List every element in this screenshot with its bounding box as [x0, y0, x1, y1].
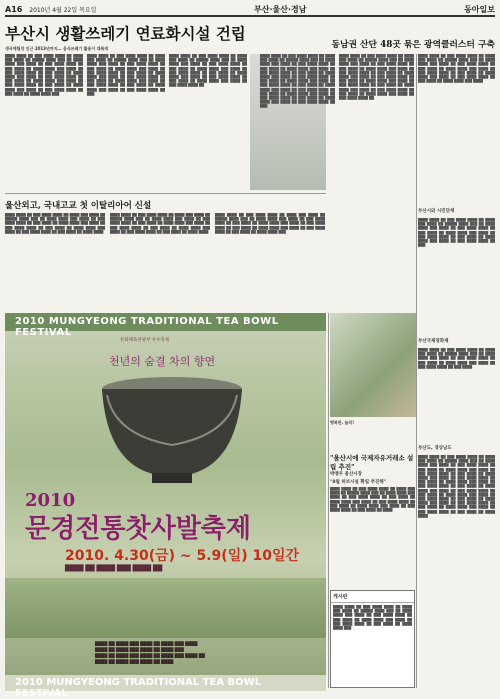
article1-body-col1: ████ ████ ██ ███ ████ ████ ██ ████ ███ ████ ██ █████ ████ ███ ██ ████ ████ ███ ████ ██ ███ ████ ████ ██ ███ ████ ██ ████ ████ ███ ████ ██ ███ ████ ████ ██ ███ ████ ██ ████ ████ ███ ████ ██ ███ ████ ████ ██ ███ ████ ██ ████ ████ ███ ████ ██ ███ ████ ████ ██ ███ ████ ██ ████ ████ ███ ████ ██ ███ ████ ████ ██ ███ ████ ██ ████ ████ ███ [5, 54, 83, 96]
article1-lede: 생곡매립장 인근 2013년까지… 음식쓰레기 활용이 대폭적 [5, 46, 109, 51]
sidebar-item2-head: 부산국제영화제 [418, 339, 449, 344]
article3-body-col1: ████ ████ ██ ███ ████ ████ ██ ████ ███ ████ ██ █████ ████ ███ ██ ████ ████ ███ ████ ██ ███ ████ ████ ██ ███ ████ ██ ████ ████ ███ ████ ██ ███ ████ ████ ██ ███ ████ ██ ████ ████ ███ ████ ██ ███ ████ ████ ██ ███ ████ ██ ████ ████ [5, 213, 105, 234]
article1-headline: 부산시 생활쓰레기 연료화시설 건립 [5, 24, 246, 43]
article4-headline: "울산시에 국제자유거래소 설립 추진" [330, 454, 414, 471]
festival-slogan: 천년의 숨결 차의 향연 [109, 355, 216, 368]
notice-board [330, 590, 415, 688]
column-divider [416, 54, 417, 688]
page-number: A16 [5, 4, 23, 14]
sidebar-item1-head: 부산시와 시민단체 [418, 209, 455, 214]
photo-caption: 행복한, 놀러! [330, 420, 355, 425]
article1-body-col2: ████ ████ ██ ███ ████ ████ ██ ████ ███ ████ ██ █████ ████ ███ ██ ████ ████ ███ ████ ██ ███ ████ ████ ██ ███ ████ ██ ████ ████ ███ ████ ██ ███ ████ ████ ██ ███ ████ ██ ████ ████ ███ ████ ██ ███ ████ ████ ██ ███ ████ ██ ████ ████ ███ ████ ██ ███ ████ ████ ██ ███ ████ ██ ████ ████ ███ ████ ██ ███ ████ ████ ██ ███ [87, 54, 165, 96]
article1-body-col3: ████ ████ ██ ███ ████ ████ ██ ████ ███ ████ ██ █████ ████ ███ ██ ████ ████ ███ ████ ██ ███ ████ ████ ██ ███ ████ ██ ████ ████ ███ ████ ██ ███ ████ ████ ██ ███ ████ ██ ████ ████ ███ ████ ██ ███ ████ ████ ██ ███ ████ ██ ████ ████ ███ ████ ██ ███ ████ ████ ██ [169, 54, 247, 88]
article2-body-col1: ████ ████ ██ ███ ████ ████ ██ ████ ███ ████ ██ █████ ████ ███ ██ ████ ████ ███ ████ ██ ███ ████ ████ ██ ███ ████ ██ ████ ████ ███ ████ ██ ███ ████ ████ ██ ███ ████ ██ ████ ████ ███ ████ ██ ███ ████ ████ ██ ███ ████ ██ ████ ████ ███ ████ ██ ███ ████ ████ ██ ███ ████ ██ ████ ████ ███ ████ ██ ███ ████ ████ ██ ███ ████ ██ ████ ████ ███ ████ ██ ███ ████ ████ ██ ███ ████ ██ ████ ████ ███ ████ ██ ███ ████ ████ ██ ███ [260, 54, 335, 109]
festival-banner-top: 2010 MUNGYEONG TRADITIONAL TEA BOWL FESTIVAL [5, 313, 326, 331]
article4-body-col1: ████ ████ ██ ███ ████ ████ ██ ████ ███ ████ ██ █████ ████ ███ ██ ████ ████ ███ ████ ██ ███ ████ ████ ██ ███ ████ ██ ████ ████ ███ ████ ██ ███ ████ ████ ██ ███ ████ ██ ████ ████ ███ ████ ██ ███ ████ ████ ██ ███ ████ ██ ████ [330, 487, 415, 513]
festival-title: 문경전통찻사발축제 [25, 514, 252, 544]
sidebar-item3-head: 부산도, 경상남도 [418, 446, 452, 451]
article3-body-col2: ████ ████ ██ ███ ████ ████ ██ ████ ███ ████ ██ █████ ████ ███ ██ ████ ████ ███ ████ ██ ███ ████ ████ ██ ███ ████ ██ ████ ████ ███ ████ ██ ███ ████ ████ ██ ███ ████ ██ ████ ████ ███ ████ ██ ███ ████ ████ ██ ███ ████ ██ ████ ████ [110, 213, 210, 234]
article2-body-col3: ████ ████ ██ ███ ████ ████ ██ ████ ███ ████ ██ █████ ████ ███ ██ ████ ████ ███ ████ ██ ███ ████ ████ ██ ███ ████ ██ ████ ████ ███ ████ ██ ███ ████ ████ ██ ███ ████ ██ ████ ████ ███ ████ ██ ███ ████ ████ ██ ███ ████ ██ ████ ████ ███ ████ [418, 54, 495, 84]
article2-body-col2: ████ ████ ██ ███ ████ ████ ██ ████ ███ ████ ██ █████ ████ ███ ██ ████ ████ ███ ████ ██ ███ ████ ████ ██ ███ ████ ██ ████ ████ ███ ████ ██ ███ ████ ████ ██ ███ ████ ██ ████ ████ ███ ████ ██ ███ ████ ████ ██ ███ ████ ██ ████ ████ ███ ████ ██ ███ ████ ████ ██ ███ ████ ██ ████ ████ ███ ████ ██ ███ ████ ████ ██ ███ ████ ██ ████ ████ ███ ████ ██ ███ ████ ████ ██ [339, 54, 414, 101]
festival-year: 2010 [25, 490, 76, 511]
festival-banner-bottom: 2010 MUNGYEONG TRADITIONAL TEA BOWL FESTIVAL [5, 675, 326, 691]
article3-headline: 울산외고, 국내고교 첫 이탈리아어 신설 [5, 201, 152, 211]
article2-headline: 동남권 산단 48곳 묶은 광역클러스터 구축 [331, 40, 495, 50]
festival-venue: ████ ██ ████ ███ ████ ██ [65, 565, 163, 572]
tea-bowl-image [97, 375, 247, 485]
children-photo [330, 313, 416, 417]
article3-body-col3: ████ ████ ██ ███ ████ ████ ██ ████ ███ ████ ██ █████ ████ ███ ██ ████ ████ ███ ████ ██ ███ ████ ████ ██ ███ ████ ██ ████ ████ ███ ████ ██ ███ ████ ████ ██ ███ ████ ██ ████ ████ ███ ████ ██ ███ ████ ████ ██ ███ ████ ██ ████ ████ ███ [215, 213, 325, 234]
festival-ad [5, 313, 326, 699]
festival-sub-caption: 문화체육관광부 우수축제 [120, 338, 170, 343]
festival-date: 2010. 4.30(금) ~ 5.9(일) 10일간 [65, 548, 300, 564]
sidebar-item2-body: ████ ████ ██ ███ ████ ████ ██ ████ ███ ████ ██ █████ ████ ███ ██ ████ ████ ███ ████ ██ ███ ████ ████ ██ ███ ████ ██ ████ ████ ███ ████ ██ ███ ████ ████ ██ ███ ████ [418, 348, 495, 369]
sidebar-item1-body: ████ ████ ██ ███ ████ ████ ██ ████ ███ ████ ██ █████ ████ ███ ██ ████ ████ ███ ████ ██ ███ ████ ████ ██ ███ ████ ██ ████ ████ ███ ████ ██ ███ ████ ████ ██ ███ ████ ██ ████ ████ ███ ████ ██ ███ ████ ████ ██ ███ [418, 218, 495, 248]
sidebar-item3-body: ████ ████ ██ ███ ████ ████ ██ ████ ███ ████ ██ █████ ████ ███ ██ ████ ████ ███ ████ ██ ███ ████ ████ ██ ███ ████ ██ ████ ████ ███ ████ ██ ███ ████ ████ ██ ███ ████ ██ ████ ████ ███ ████ ██ ███ ████ ████ ██ ███ ████ ██ ████ ████ ███ ████ ██ ███ ████ ████ ██ ███ ████ ██ ████ ████ ███ ████ ██ ███ ████ ████ ██ ███ ████ ██ ████ ████ ███ ████ ██ ███ ████ ████ ██ ███ ████ ██ ████ ████ ███ ████ ██ ███ ████ ████ ██ ███ ████ ██ ████ ████ ███ ████ ██ ███ ████ ████ ██ ███ ████ ██ ████ ████ [418, 455, 495, 518]
article4-subhead: 박맹우 울산시장 [330, 472, 362, 477]
section-title: 부산·울산·경남 [254, 4, 307, 14]
paper-name: 동아일보 [464, 3, 495, 14]
festival-info: ████ ██ ████ ███ ████ ██ ████ ███ ████ ████ ██ ████ ███ ████ ██ ████ ███ ████ ██ ████ ███ ████ ██ ████ ███ ████ ██ ████ ██ ████ ███ ████ ██ ████ [95, 641, 205, 664]
notice-label: 게시판 [331, 591, 414, 603]
column-divider [328, 313, 329, 688]
date-line: 2010년 4월 22일 목요일 [29, 6, 97, 14]
notice-body: ████ ████ ██ ███ ████ ████ ██ ████ ███ ████ ██ █████ ████ ███ ██ ████ ████ ███ ████ ██ ███ ████ ████ ██ ███ ████ ██ ████ ████ ███ ████ ██ ███ ████ ████ ██ ███ ████ ██ ████ ████ ███ [333, 605, 412, 631]
masthead [5, 3, 495, 17]
article4-subhead2: "8월 허브시설 확립 추진해" [330, 480, 386, 485]
